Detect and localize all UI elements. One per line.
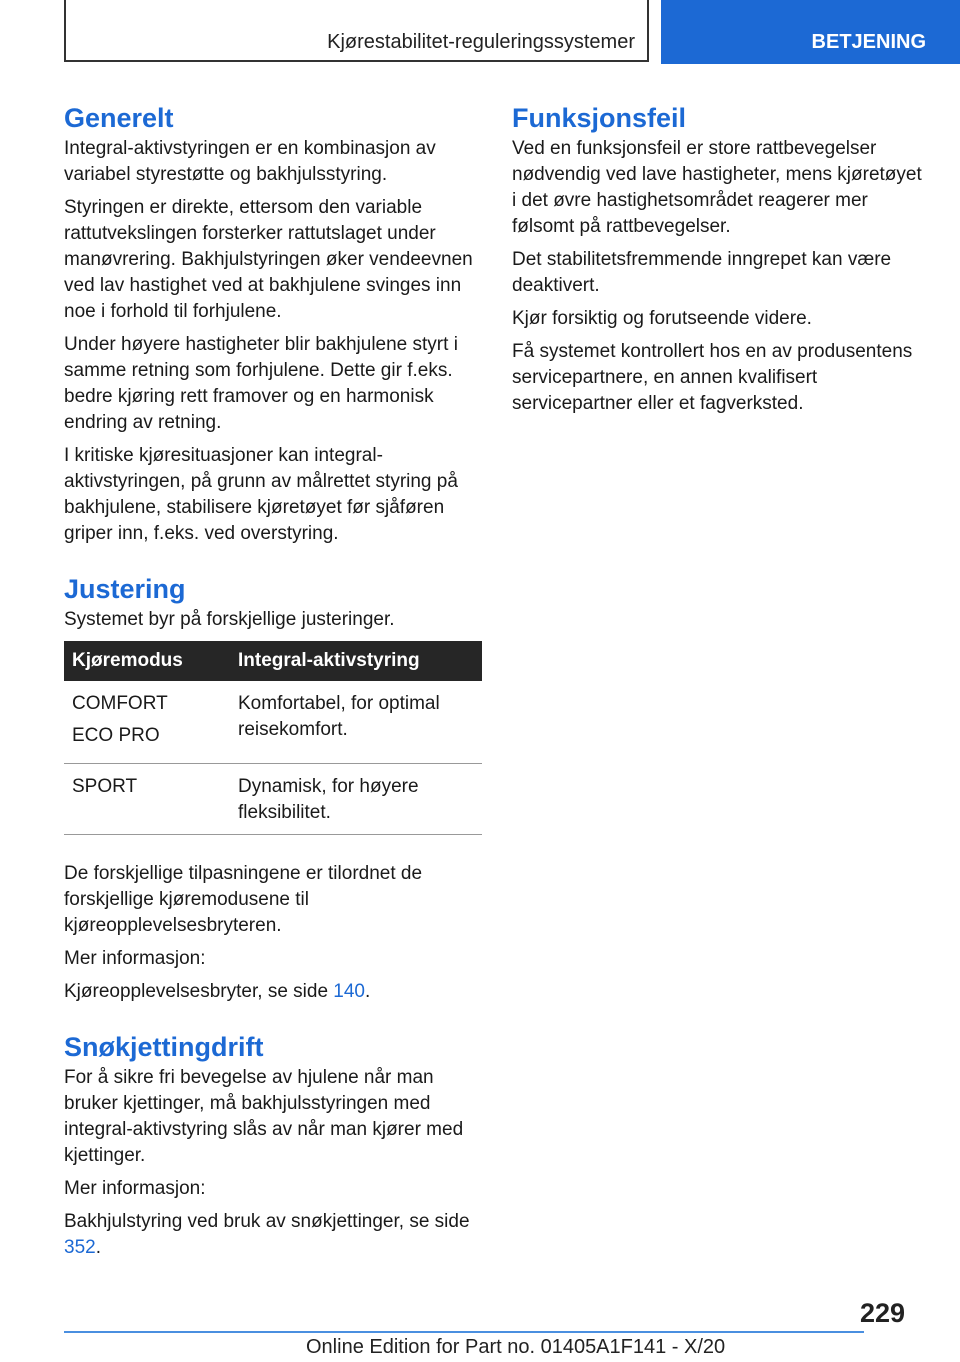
- heading-snokjetting: Snøkjettingdrift: [64, 1032, 264, 1062]
- paragraph: For å sikre fri bevegelse av hjulene når man bruker kjettinger, må bakhjulsstyringen med integral-aktivstyring slås av når man kjører med kjettinger.: [64, 1067, 464, 1166]
- paragraph: Styringen er direkte, ettersom den variable rattutvekslingen forsterker rattutslaget under manøvrering. Bakhjulstyringen øker vendeevnen ved lav hastighet ved at bakhjulene svinges inn noe i forhold til forhjulene.: [64, 197, 473, 322]
- section-tab[interactable]: BETJENING: [661, 0, 960, 64]
- table-header-row: [64, 641, 482, 681]
- heading-funksjonsfeil: Funksjonsfeil: [512, 103, 687, 133]
- description-cell: Komfortabel, for optimal reisekomfort.: [230, 681, 482, 764]
- page-link-352[interactable]: 352: [64, 1237, 96, 1258]
- justering-intro: Systemet byr på forskjellige justeringer.: [64, 609, 395, 630]
- paragraph: Kjør forsiktig og forutseende videre.: [512, 308, 812, 329]
- paragraph: Det stabilitetsfremmende inngrepet kan være deaktivert.: [512, 249, 892, 296]
- paragraph: Ved en funksjonsfeil er store rattbevegelser nødvendig ved lave hastigheter, mens kjøretøyet i det øvre hastighetsområdet reagerer mer følsomt på rattbevegelser.: [512, 138, 922, 237]
- table-row: [64, 764, 482, 835]
- left-column: [64, 100, 482, 1268]
- mode-cell: [64, 681, 230, 764]
- page-number: 229: [860, 1298, 906, 1328]
- paragraph: De forskjellige tilpasningene er tilordnet de forskjellige kjøremodusene til kjøreopplevelsesbryteren.: [64, 863, 423, 936]
- cross-reference: Kjøreopplevelsesbryter, se side 140.: [64, 981, 371, 1002]
- mode-eco-pro: ECO PRO: [72, 725, 160, 746]
- paragraph: Få systemet kontrollert hos en av produsentens servicepartnere, en annen kvalifisert servicepartner eller et fagverksted.: [512, 341, 913, 414]
- page-link-140[interactable]: 140: [333, 981, 365, 1002]
- paragraph: Under høyere hastigheter blir bakhjulene styrt i samme retning som forhjulene. Dette gir f.eks. bedre kjøring rett framover og en harmonisk endring av retning.: [64, 334, 458, 433]
- paragraph: Integral-aktivstyringen er en kombinasjon av variabel styrestøtte og bakhjulsstyring.: [64, 138, 436, 185]
- page-header: [64, 0, 960, 66]
- footer-divider: [64, 1331, 864, 1333]
- column-header-mode: Kjøremodus: [64, 641, 230, 681]
- drive-mode-table: [64, 641, 482, 835]
- paragraph: I kritiske kjøresituasjoner kan integral-aktivstyringen, på grunn av målrettet styring på bakhjulene, stabilisere kjøretøyet før sjåføren griper inn, f.eks. ved overstyring.: [64, 445, 458, 544]
- mode-sport: SPORT: [64, 764, 230, 835]
- description-cell: Dynamisk, for høyere fleksibilitet.: [230, 764, 482, 835]
- column-header-steering: Integral-aktivstyring: [230, 641, 482, 681]
- heading-justering: Justering: [64, 574, 186, 604]
- more-info-label: Mer informasjon:: [64, 948, 206, 969]
- heading-generelt: Generelt: [64, 103, 174, 133]
- more-info-label: Mer informasjon:: [64, 1178, 206, 1199]
- table-row: [64, 681, 482, 764]
- right-column: [512, 100, 930, 424]
- mode-comfort: COMFORT: [72, 693, 168, 714]
- edition-line: Online Edition for Part no. 01405A1F141 - X/20: [306, 1336, 726, 1358]
- chapter-title: Kjørestabilitet-reguleringssystemer: [64, 0, 649, 62]
- cross-reference: Bakhjulstyring ved bruk av snøkjettinger, se side 352.: [64, 1211, 470, 1258]
